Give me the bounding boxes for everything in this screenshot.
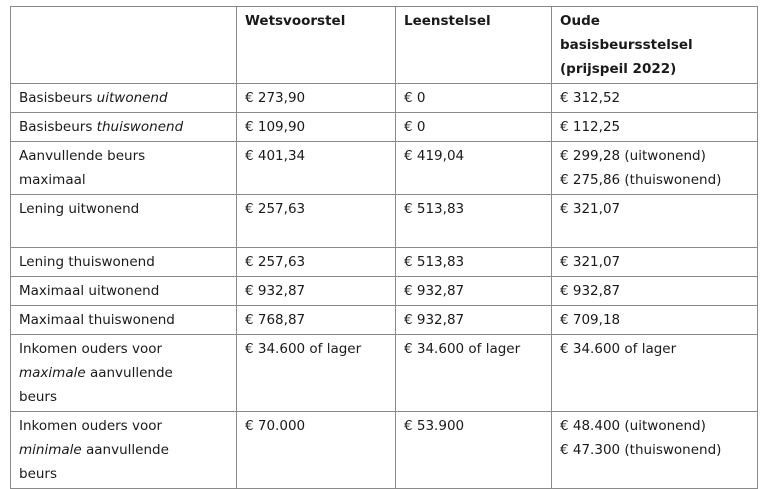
row-label [11, 142, 237, 195]
cell-leenstelsel: € 0 [396, 84, 552, 113]
cell-leenstelsel: € 419,04 [396, 142, 552, 195]
cell-line: € 275,86 (thuiswonend) [560, 172, 722, 188]
cell-oude-stelsel [552, 142, 758, 195]
cell-leenstelsel: € 0 [396, 113, 552, 142]
row-label-line: Inkomen ouders voor [19, 341, 163, 357]
row-label: Lening thuiswonend [11, 248, 237, 277]
header-empty-cell [11, 7, 237, 84]
header-oude-line-1: Oude [560, 13, 600, 29]
table-row [11, 113, 758, 142]
row-label-italic: thuiswonend [96, 119, 184, 135]
table-row-total [11, 277, 758, 306]
row-label-text: Basisbeurs [19, 90, 97, 106]
cell-wetsvoorstel: € 932,87 [237, 277, 396, 306]
row-label: Maximaal thuiswonend [11, 306, 237, 335]
row-label [11, 113, 237, 142]
header-wetsvoorstel: Wetsvoorstel [237, 7, 396, 84]
cell-line: € 299,28 (uitwonend) [560, 148, 706, 164]
row-label-line: maximaal [19, 172, 86, 188]
row-label-text: Basisbeurs [19, 119, 97, 135]
row-label: Maximaal uitwonend [11, 277, 237, 306]
cell-wetsvoorstel: € 257,63 [237, 195, 396, 248]
cell-oude-stelsel: € 34.600 of lager [552, 335, 758, 412]
cell-wetsvoorstel: € 401,34 [237, 142, 396, 195]
table-row [11, 412, 758, 489]
table-row-total [11, 306, 758, 335]
cell-oude-stelsel: € 932,87 [552, 277, 758, 306]
cell-wetsvoorstel: € 273,90 [237, 84, 396, 113]
cell-oude-stelsel: € 709,18 [552, 306, 758, 335]
cell-leenstelsel: € 932,87 [396, 306, 552, 335]
cell-oude-stelsel: € 321,07 [552, 195, 758, 248]
cell-leenstelsel: € 513,83 [396, 195, 552, 248]
cell-wetsvoorstel: € 257,63 [237, 248, 396, 277]
header-row [11, 7, 758, 84]
row-label-italic: maximale [19, 365, 86, 381]
comparison-table [10, 6, 758, 489]
cell-line: € 47.300 (thuiswonend) [560, 442, 722, 458]
header-oude-line-3: (prijspeil 2022) [560, 61, 677, 77]
table-row [11, 142, 758, 195]
cell-wetsvoorstel: € 70.000 [237, 412, 396, 489]
table-row [11, 248, 758, 277]
row-label-line: maximale aanvullende [19, 365, 173, 381]
table-row [11, 335, 758, 412]
cell-wetsvoorstel: € 109,90 [237, 113, 396, 142]
table-row [11, 195, 758, 248]
cell-line: € 48.400 (uitwonend) [560, 418, 706, 434]
cell-leenstelsel: € 34.600 of lager [396, 335, 552, 412]
row-label-italic: minimale [19, 442, 82, 458]
cell-oude-stelsel [552, 412, 758, 489]
header-leenstelsel: Leenstelsel [396, 7, 552, 84]
row-label [11, 412, 237, 489]
cell-leenstelsel: € 53.900 [396, 412, 552, 489]
cell-oude-stelsel: € 312,52 [552, 84, 758, 113]
cell-oude-stelsel: € 321,07 [552, 248, 758, 277]
row-label-line: Aanvullende beurs [19, 148, 146, 164]
row-label-line: beurs [19, 389, 58, 405]
cell-wetsvoorstel: € 768,87 [237, 306, 396, 335]
row-label [11, 335, 237, 412]
table-row [11, 84, 758, 113]
cell-oude-stelsel: € 112,25 [552, 113, 758, 142]
cell-leenstelsel: € 932,87 [396, 277, 552, 306]
cell-leenstelsel: € 513,83 [396, 248, 552, 277]
row-label-line: beurs [19, 466, 58, 482]
header-oude-line-2: basisbeursstelsel [560, 37, 693, 53]
row-label [11, 84, 237, 113]
row-label-line: Inkomen ouders voor [19, 418, 163, 434]
header-oude-stelsel [552, 7, 758, 84]
row-label-italic: uitwonend [96, 90, 168, 106]
cell-wetsvoorstel: € 34.600 of lager [237, 335, 396, 412]
row-label: Lening uitwonend [11, 195, 237, 248]
row-label-line: minimale aanvullende [19, 442, 169, 458]
